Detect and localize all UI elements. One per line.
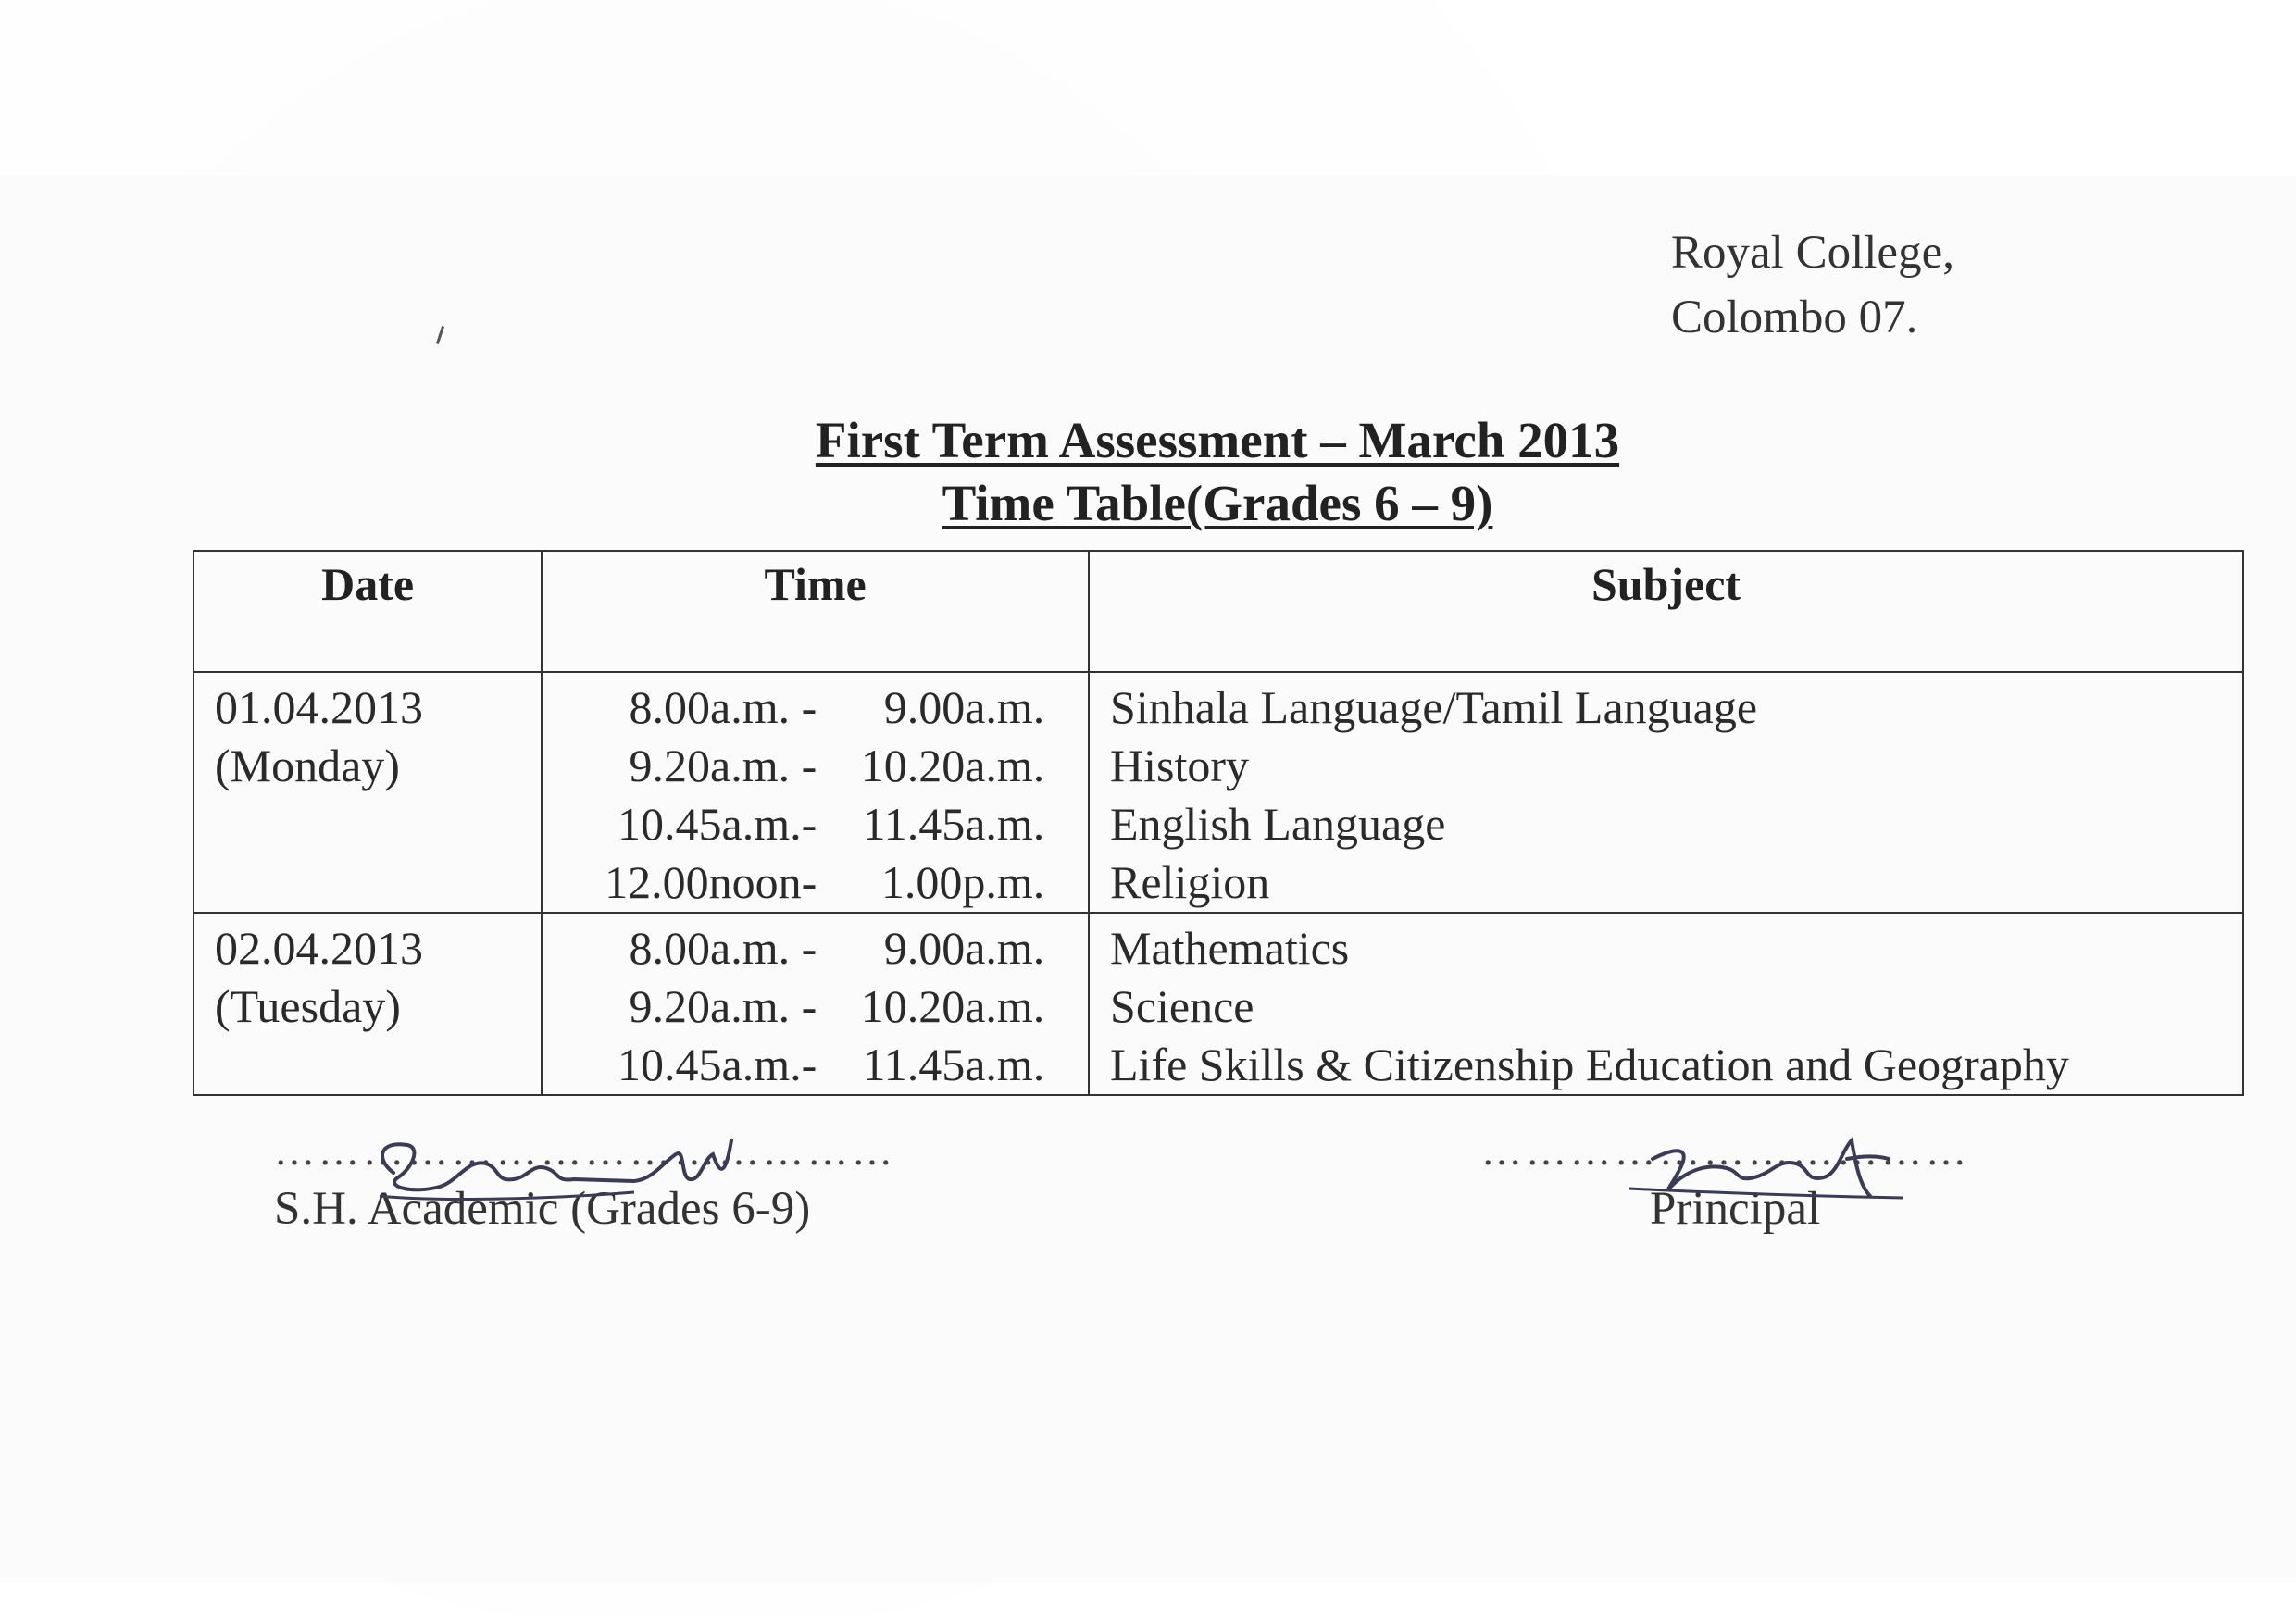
date-cell: [193, 672, 542, 913]
subject-name: History: [1110, 740, 1250, 791]
time-slot: [567, 795, 1088, 853]
table-row: [193, 913, 2243, 1095]
address-line-1: Royal College,: [1671, 227, 1954, 279]
time-from: 8.00a.m. -: [629, 922, 817, 974]
subject-name: Life Skills & Citizenship Education and Geography: [1110, 1039, 2069, 1090]
time-to: 11.45a.m.: [862, 798, 1045, 850]
time-to: 9.00a.m.: [883, 681, 1045, 733]
principal-handwritten-signature: [1625, 1131, 1921, 1205]
time-slot: [567, 678, 1088, 737]
signature-line: ……………………………………: [274, 1128, 896, 1174]
exam-date: 02.04.2013: [215, 922, 423, 974]
exam-day: (Tuesday): [215, 980, 401, 1032]
principal-signatory-label: Principal: [1650, 1183, 1821, 1235]
time-to: 10.20a.m.: [860, 740, 1045, 791]
header-time: Time: [542, 551, 1089, 672]
time-cell: [542, 913, 1089, 1095]
time-to: 1.00p.m.: [880, 856, 1045, 908]
time-cell: [542, 672, 1089, 913]
document-title: First Term Assessment – March 2013: [815, 412, 1620, 468]
subject-name: English Language: [1110, 798, 1446, 850]
time-from: 8.00a.m. -: [629, 681, 817, 733]
timetable-header-row: [193, 551, 2243, 672]
header-subject: Subject: [1089, 551, 2243, 672]
header-date: Date: [193, 551, 542, 672]
subject-cell: [1089, 672, 2243, 913]
document-subtitle: Time Table(Grades 6 – 9): [942, 475, 1493, 531]
subject-cell: [1089, 913, 2243, 1095]
signature-line: ……………………………: [1481, 1128, 1970, 1174]
time-to: 9.00a.m.: [883, 922, 1045, 974]
time-from: 9.20a.m. -: [629, 980, 817, 1032]
date-cell: [193, 913, 542, 1095]
time-from: 12.00noon-: [605, 856, 817, 908]
table-row: [193, 672, 2243, 913]
subject-name: Sinhala Language/Tamil Language: [1110, 681, 1758, 733]
time-slot: [567, 1036, 1088, 1094]
time-from: 10.45a.m.-: [618, 798, 817, 850]
time-slot: [567, 737, 1088, 795]
document-heading: [0, 409, 2296, 535]
exam-day: (Monday): [215, 740, 400, 791]
subject-name: Mathematics: [1110, 922, 1350, 974]
time-from: 10.45a.m.-: [618, 1039, 817, 1090]
time-slot: [567, 977, 1088, 1036]
time-slot: [567, 853, 1088, 912]
subject-name: Science: [1110, 980, 1254, 1032]
time-slot: [567, 919, 1088, 977]
academic-handwritten-signature: [356, 1122, 745, 1205]
address-line-2: Colombo 07.: [1671, 292, 1918, 343]
academic-signatory-label: S.H. Academic (Grades 6-9): [274, 1183, 811, 1235]
time-from: 9.20a.m. -: [629, 740, 817, 791]
time-to: 10.20a.m.: [860, 980, 1045, 1032]
timetable: [193, 550, 2244, 1096]
time-to: 11.45a.m.: [862, 1039, 1045, 1090]
school-address: [1671, 220, 1954, 350]
subject-name: Religion: [1110, 856, 1270, 908]
exam-date: 01.04.2013: [215, 681, 423, 733]
